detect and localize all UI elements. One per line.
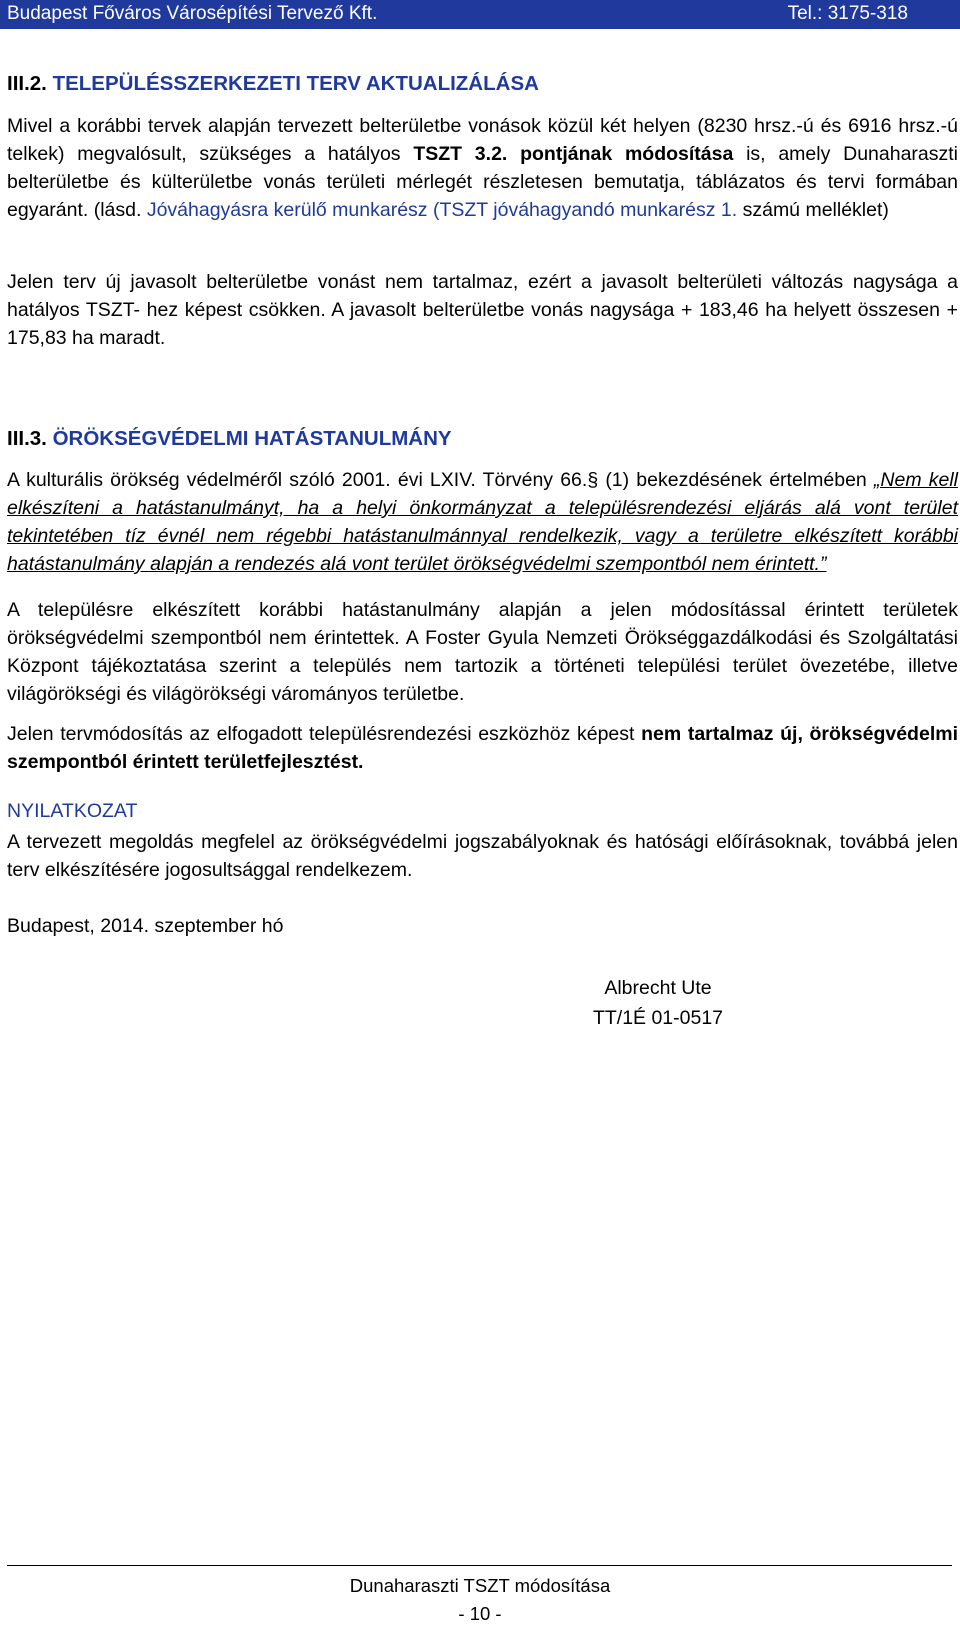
statement-text-block — [7, 828, 958, 884]
footer-divider — [7, 1565, 952, 1566]
paragraph-text: Jelen terv új javasolt belterületbe vonást nem tartalmaz, ezért a javasolt belterületi változás nagysága a hatályos TSZT- hez képest csökken. A javasolt belterületbe vonás nagysága + 183,46 ha helyett összesen + 175,83 ha maradt. — [7, 271, 958, 349]
section-1-paragraph-1 — [7, 112, 958, 224]
text-run: Jelen tervmódosítás az elfogadott településrendezési eszközhöz képest — [7, 723, 635, 745]
text-run-bold: nem tartalmaz új, örökségvédelmi szempontból érintett területfejlesztést. — [7, 723, 958, 773]
footer-title: Dunaharaszti TSZT módosítása — [349, 1575, 611, 1596]
signature-name: Albrecht Ute — [604, 977, 712, 999]
section-number: III.2. — [7, 72, 47, 95]
text-run: is, amely Dunaharaszti belterületbe és külterületbe vonás területi mérlegét részletesen bemutatja, táblázatos és tervi formában egyaránt. (lásd. — [7, 143, 959, 221]
text-run: számú melléklet) — [742, 199, 889, 221]
statement-title-block — [7, 797, 958, 825]
section-2-paragraph-2 — [7, 596, 958, 708]
header-phone: Tel.: 3175-318 — [787, 3, 908, 24]
text-run: A kulturális örökség védelméről szóló 2001. évi LXIV. Törvény 66.§ (1) bekezdésének értelmében — [7, 469, 867, 491]
place-date: Budapest, 2014. szeptember hó — [7, 915, 284, 937]
section-heading-iii-3 — [7, 427, 452, 451]
statement-text: A tervezett megoldás megfelel az örökségvédelmi jogszabályoknak és hatósági előírásoknak, továbbá jelen terv elkészítésére jogosultsággal rendelkezem. — [7, 831, 958, 881]
statement-title: NYILATKOZAT — [7, 800, 138, 822]
text-run: Mivel a korábbi tervek alapján tervezett belterületbe vonások közül két helyen (8230 hrsz.-ú és 6916 hrsz.-ú telkek) megvalósult, szükséges a hatályos — [7, 115, 958, 165]
section-1-paragraph-2 — [7, 268, 958, 352]
text-run-bold: TSZT 3.2. pontjának módosítása — [413, 143, 734, 165]
section-2-paragraph-1 — [7, 466, 958, 578]
section-2-paragraph-3 — [7, 720, 958, 776]
text-run-reference: Jóváhagyásra kerülő munkarész (TSZT jóváhagyandó munkarész 1. — [146, 199, 738, 221]
header-company: Budapest Főváros Városépítési Tervező Kft. — [7, 3, 378, 24]
paragraph-text: A településre elkészített korábbi hatástanulmány alapján a jelen módosítással érintett területek örökségvédelmi szempontból nem érintettek. A Foster Gyula Nemzeti Örökséggazdálkodási és Szolgáltatási Központ tájékoztatása szerint a település nem tartozik a történeti települési terület övezetébe, illetve világörökségi és világörökségi várományos területbe. — [7, 599, 958, 705]
section-title: ÖRÖKSÉGVÉDELMI HATÁSTANULMÁNY — [52, 427, 452, 450]
place-date-block — [7, 912, 958, 940]
section-title: TELEPÜLÉSSZERKEZETI TERV AKTUALIZÁLÁSA — [52, 72, 539, 95]
section-heading-iii-2 — [7, 72, 539, 96]
section-number: III.3. — [7, 427, 47, 450]
signature-registration: TT/1É 01-0517 — [592, 1007, 724, 1029]
page-number: - 10 - — [458, 1603, 502, 1624]
page-header — [0, 0, 960, 29]
text-run-quote: „Nem kell elkészíteni a hatástanulmányt, ha a helyi önkormányzat a településrendezési eljárás alá vont terület tekintetében tíz évnél nem régebbi hatástanulmánnyal rendelkezik, vagy a területre elkészített korábbi hatástanulmány alapján a rendezés alá vont terület örökségvédelmi szempontból nem érintett.” — [7, 469, 958, 575]
